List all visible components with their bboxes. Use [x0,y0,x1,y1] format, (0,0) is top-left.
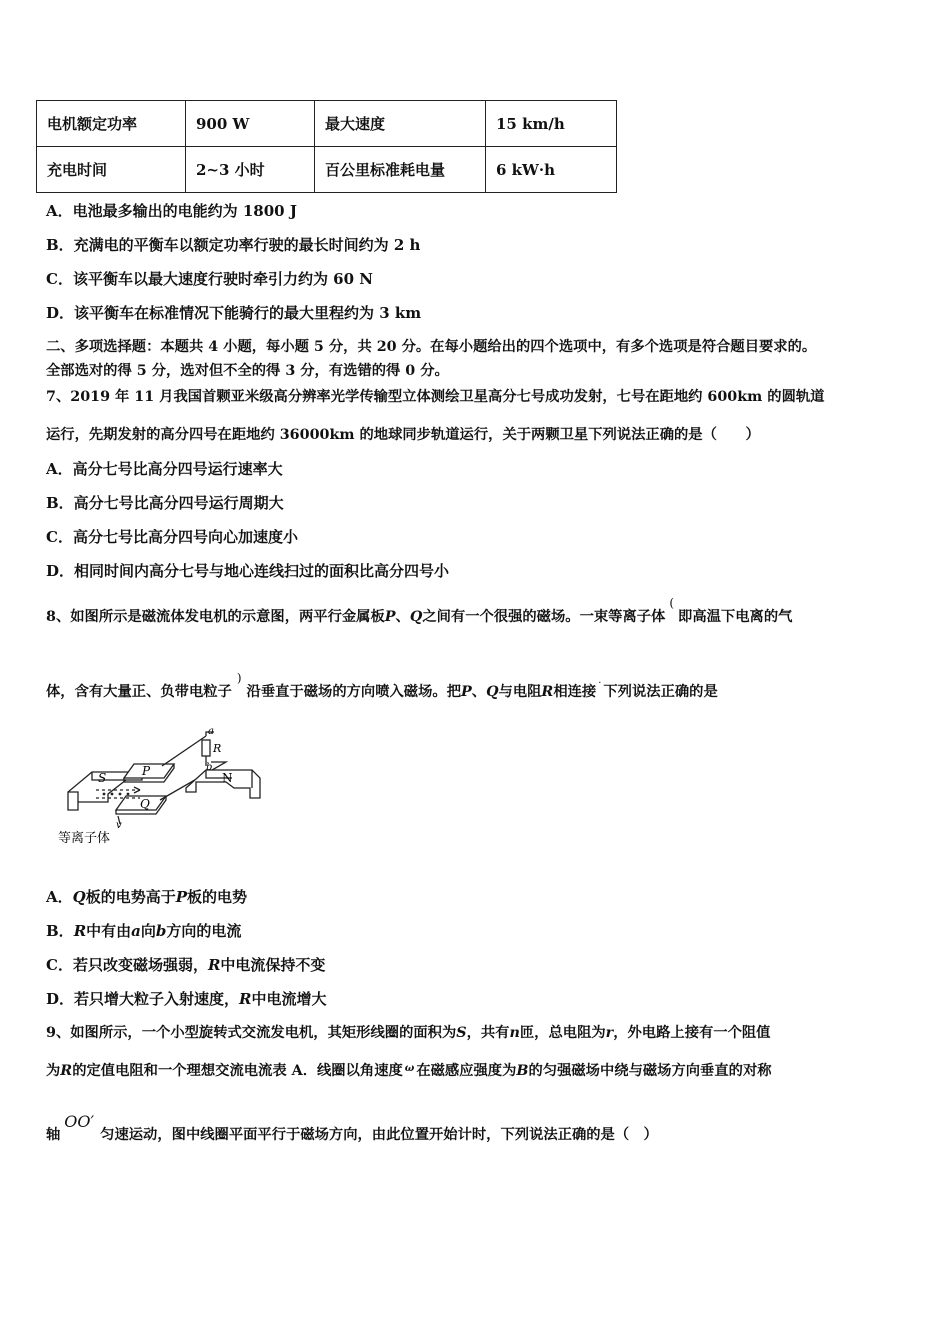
label-n: N [222,771,233,785]
option-text: A． [46,888,73,906]
var-r: r [605,1025,614,1041]
q8-text: 体，含有大量正、负带电粒子 [46,684,232,700]
q9-text: 的定值电阻和一个理想交流电流表 A．线圈以角速度 [72,1063,403,1079]
var: R [73,922,87,940]
q8-option-b [46,920,241,941]
q7-option-a: A．高分七号比高分四号运行速率大 [46,460,283,478]
q8-stem-line2 [46,671,718,701]
table-cell: 900 W [186,101,315,147]
q7-option-b: B．高分七号比高分四号运行周期大 [46,494,284,512]
option-text: C．若只改变磁场强弱， [46,956,208,974]
q8-text: 相连接 [553,684,597,700]
q8-option-a [46,886,247,907]
section-heading-line2: 全部选对的得 5 分，选对但不全的得 3 分，有选错的得 0 分。 [46,363,449,379]
var-p: P [461,684,472,700]
var-r: R [541,684,554,700]
var: b [155,922,167,940]
q9-stem [46,1022,770,1042]
table-cell: 百公里标准耗电量 [315,147,486,193]
q7-option-d: D．相同时间内高分七号与地心连线扫过的面积比高分四号小 [46,562,450,580]
q8-text: 之间有一个很强的磁场。一束等离子体 [422,609,666,625]
figure-caption: 等离子体 [58,831,111,846]
var: P [175,888,188,906]
label-v: v [116,820,122,831]
var-n: n [509,1025,520,1041]
option-text: 中有由 [86,922,132,940]
option-text: B． [46,922,74,940]
q8-option-d [46,988,327,1009]
q9-text: 9、如图所示，一个小型旋转式交流发电机，其矩形线圈的面积为 [46,1025,457,1041]
label-p: P [142,764,151,778]
option-text: 板的电势高于 [85,888,176,906]
option-text: 中电流保持不变 [220,956,326,974]
q9-text: ，外电路上接有一个阻值 [613,1025,771,1041]
label-q: Q [140,797,150,811]
var-b: B [516,1063,529,1079]
var-r: R [60,1063,73,1079]
q8-text: 沿垂直于磁场的方向喷入磁场。把 [246,684,461,700]
var-omega: ω [404,1063,415,1074]
q9-text: 匝，总电阻为 [519,1025,606,1041]
table-cell: 充电时间 [37,147,186,193]
q7-stem: 7、2019 年 11 月我国首颗亚米级高分辨率光学传输型立体测绘卫星高分七号成功发射，七号在距地约 600km 的圆轨道 [46,389,825,405]
q8-text: 、 [471,684,487,700]
q6-option-b: B．充满电的平衡车以额定功率行驶的最长时间约为 2 h [46,236,421,254]
table-row [37,101,617,147]
label-a: a [208,726,214,737]
q7-option-c: C．高分七号比高分四号向心加速度小 [46,528,298,546]
label-r: R [213,742,222,755]
q8-text: 即高温下电离的气 [678,609,793,625]
var-p: P [384,609,396,625]
label-b: b [206,762,213,773]
table-cell: 电机额定功率 [37,101,186,147]
var-q: Q [409,609,423,625]
axis-oo: OO′ [64,1112,95,1131]
table-row [37,147,617,193]
var-q: Q [486,684,499,700]
q9-text: 为 [46,1063,61,1079]
q7-stem-line2: 运行，先期发射的高分四号在距地约 36000km 的地球同步轨道运行，关于两颗卫星下列说法正确的是（ ） [46,427,760,443]
spec-table [36,100,617,193]
q9-text: 轴 [46,1127,61,1143]
q8-stem [46,596,793,626]
option-text: 方向的电流 [166,922,242,940]
dot: · [598,678,602,689]
q8-text: 与电阻 [498,684,542,700]
var-s: S [456,1025,467,1041]
option-text: 中电流增大 [251,990,327,1008]
q8-text: 下列说法正确的是 [603,684,718,700]
table-cell: 15 km/h [486,101,617,147]
q9-text: 匀速运动，图中线圈平面平行于磁场方向，由此位置开始计时，下列说法正确的是（ ） [100,1127,658,1143]
q9-text: 在磁感应强度为 [416,1063,517,1079]
q9-text: 的匀强磁场中绕与磁场方向垂直的对称 [528,1063,772,1079]
label-s: S [98,771,107,785]
table-cell: 最大速度 [315,101,486,147]
q8-text: 8、如图所示是磁流体发电机的示意图，两平行金属板 [46,609,385,625]
var: R [207,956,221,974]
paren: ( [669,596,675,610]
q8-option-c [46,954,325,975]
q6-option-a: A．电池最多输出的电能约为 1800 J [46,202,297,220]
paren: ) [236,671,242,685]
table-cell: 2~3 小时 [186,147,315,193]
q9-stem-line2 [46,1060,772,1080]
section-heading: 二、多项选择题：本题共 4 小题，每小题 5 分，共 20 分。在每小题给出的四个选项中，有多个选项是符合题目要求的。 [46,339,817,355]
q6-option-c: C．该平衡车以最大速度行驶时牵引力约为 60 N [46,270,373,288]
q8-text: 、 [395,609,410,625]
var: Q [72,888,86,906]
q9-stem-line3 [46,1112,658,1144]
table-cell: 6 kW·h [486,147,617,193]
option-text: 板的电势 [187,888,248,906]
q6-option-d: D．该平衡车在标准情况下能骑行的最大里程约为 3 km [46,304,422,322]
q9-text: ，共有 [466,1025,510,1041]
mhd-generator-figure [56,722,271,852]
var: a [131,922,141,940]
option-text: D．若只增大粒子入射速度， [46,990,240,1008]
option-text: 向 [140,922,156,940]
var: R [239,990,252,1008]
